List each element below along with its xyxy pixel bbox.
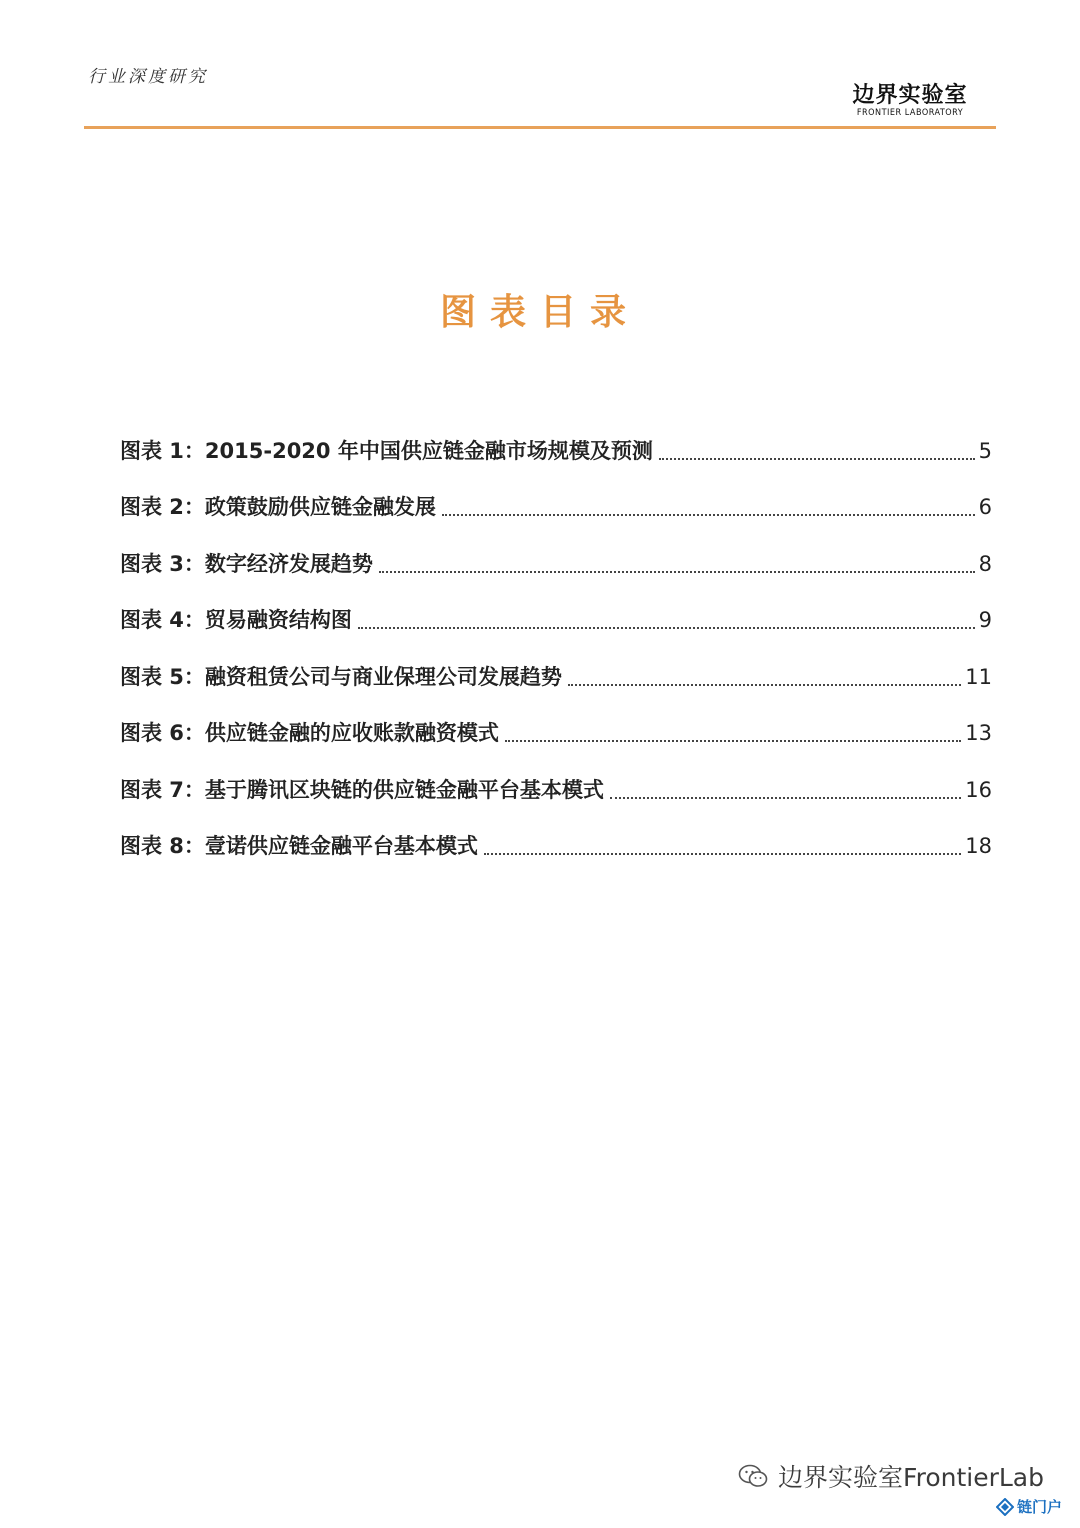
chain-icon: [996, 1498, 1014, 1516]
toc-entry-label: 图表 5：融资租赁公司与商业保理公司发展趋势: [120, 664, 562, 689]
corner-site-logo: [996, 1496, 1062, 1517]
toc-entry-8[interactable]: [120, 808, 992, 865]
toc-entry-1[interactable]: [120, 412, 992, 469]
toc-entry-page: 9: [978, 608, 992, 632]
toc-entry-label: 图表 8：壹诺供应链金融平台基本模式: [120, 834, 478, 858]
toc-dot-leader: [484, 852, 961, 855]
toc-entry-5[interactable]: [120, 638, 992, 695]
toc-dot-leader: [379, 570, 975, 573]
toc-dot-leader: [442, 513, 975, 516]
toc-entry-label: 图表 2：政策鼓励供应链金融发展: [120, 495, 436, 519]
toc-dot-leader: [358, 626, 975, 629]
toc-entry-label: 图表 1：2015-2020 年中国供应链金融市场规模及预测: [120, 438, 653, 463]
toc-entry-3[interactable]: [120, 525, 992, 582]
toc-entry-7[interactable]: [120, 751, 992, 808]
toc-entry-page: 13: [965, 721, 992, 745]
wechat-watermark: [738, 1458, 1044, 1494]
toc-title: 图表目录: [439, 291, 640, 333]
toc-list: [120, 412, 992, 864]
toc-entry-label: 图表 3：数字经济发展趋势: [120, 551, 373, 576]
toc-entry-page: 8: [978, 551, 992, 576]
toc-entry-label: 图表 4：贸易融资结构图: [120, 608, 352, 632]
logo-en-text: FRONTIER LABORATORY: [856, 108, 964, 118]
watermark-text: 边界实验室FrontierLab: [778, 1463, 1044, 1492]
toc-entry-page: 18: [965, 834, 992, 858]
header-divider: [84, 126, 996, 129]
toc-entry-page: 6: [978, 495, 992, 519]
toc-dot-leader: [568, 683, 961, 686]
toc-entry-label: 图表 7：基于腾讯区块链的供应链金融平台基本模式: [120, 777, 604, 802]
logo-cn-text: 边界实验室: [852, 83, 968, 108]
wechat-icon: [738, 1463, 768, 1489]
toc-dot-leader: [610, 796, 961, 799]
toc-entry-2[interactable]: [120, 469, 992, 526]
toc-entry-page: 11: [965, 664, 992, 689]
toc-entry-label: 图表 6：供应链金融的应收账款融资模式: [120, 721, 499, 745]
toc-entry-page: 16: [965, 777, 992, 802]
toc-dot-leader: [659, 457, 975, 460]
frontier-lab-logo: [850, 84, 970, 119]
toc-entry-6[interactable]: [120, 695, 992, 752]
toc-entry-page: 5: [978, 438, 992, 463]
corner-logo-text: 链门户: [1016, 1498, 1062, 1516]
header-section-label: 行业深度研究: [88, 67, 208, 87]
toc-dot-leader: [505, 739, 961, 742]
toc-entry-4[interactable]: [120, 582, 992, 639]
